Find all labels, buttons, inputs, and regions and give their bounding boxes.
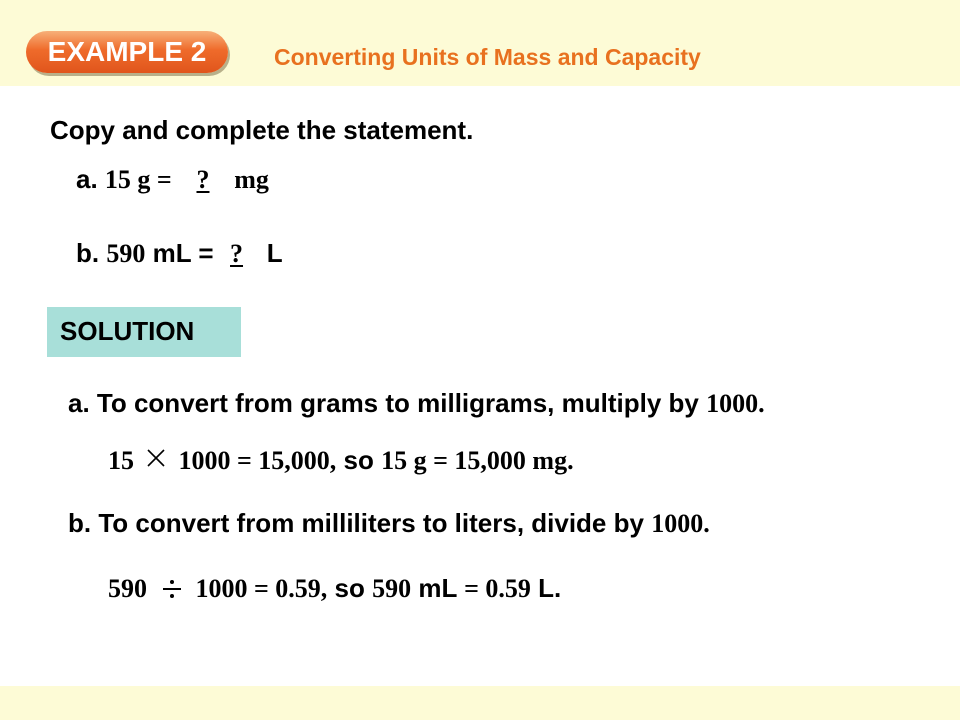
solution-b-calc-so: so — [334, 573, 365, 603]
solution-b-calc-num: 590 — [372, 574, 412, 603]
solution-b-factor: 1000. — [651, 509, 710, 538]
divide-icon — [160, 577, 184, 601]
instruction: Copy and complete the statement. — [50, 115, 474, 145]
solution-label: SOLUTION — [60, 316, 195, 346]
header-title: Converting Units of Mass and Capacity — [274, 44, 701, 70]
problem-a-unit: mg — [234, 165, 269, 194]
example-label: EXAMPLE 2 — [47, 36, 207, 67]
times-icon — [146, 448, 166, 468]
problem-a — [76, 164, 269, 195]
solution-a-sentence: a. To convert from grams to milligrams, multiply by — [68, 388, 699, 418]
solution-a-calc-so: so — [343, 445, 374, 475]
solution-a-calc-result: 15 g = 15,000 mg. — [381, 446, 574, 475]
footer-band — [0, 686, 960, 720]
solution-a-calc-right: 1000 = 15,000, — [178, 446, 337, 475]
solution-b-calc-eq: = 0.59 — [464, 574, 531, 603]
solution-a-calc — [108, 445, 574, 476]
solution-b-calc-ml: mL — [418, 573, 457, 603]
problem-a-label: a. — [76, 164, 98, 194]
problem-a-blank: ? — [196, 165, 210, 194]
problem-b-unit-left: mL = — [152, 238, 214, 268]
solution-b-calc-right: 1000 = 0.59, — [195, 574, 328, 603]
solution-a-text — [68, 388, 765, 419]
problem-b — [76, 238, 283, 269]
problem-b-label: b. — [76, 238, 100, 268]
problem-b-unit: L — [266, 238, 283, 268]
problem-a-left: 15 g = — [104, 165, 172, 194]
solution-a-factor: 1000. — [706, 389, 765, 418]
problem-b-blank: ? — [230, 239, 244, 268]
solution-b-sentence: b. To convert from milliliters to liters, divide by — [68, 508, 644, 538]
solution-b-calc-l: L. — [538, 573, 562, 603]
problem-b-number: 590 — [106, 239, 146, 268]
solution-b-calc-left: 590 — [108, 574, 147, 603]
solution-a-calc-left: 15 — [108, 446, 134, 475]
solution-b-text — [68, 508, 710, 539]
